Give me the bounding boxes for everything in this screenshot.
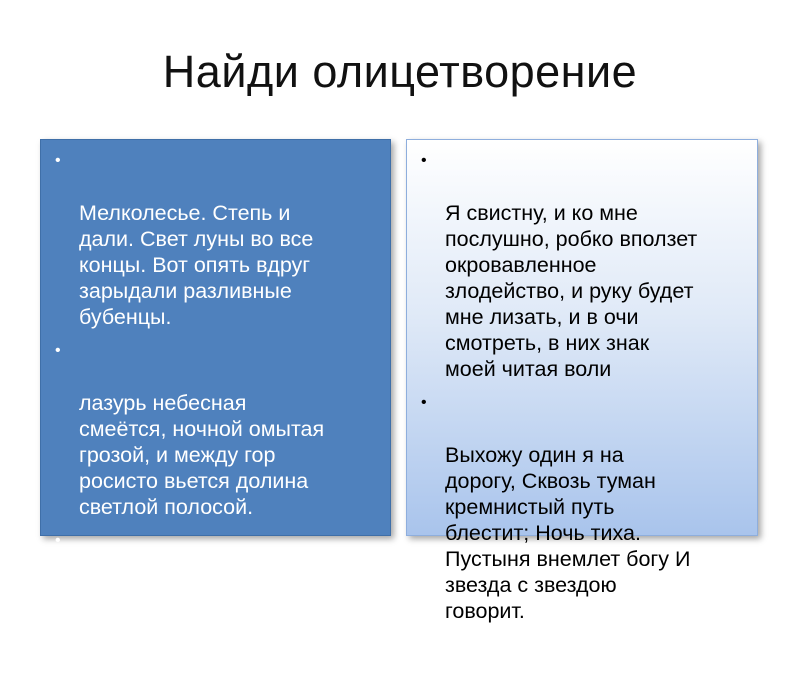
right-bullet-list [407, 140, 757, 624]
list-item-text: лазурь небесная смеётся, ночной омытая грозой, и между гор росисто вьется долина светлой полосой. [79, 391, 325, 519]
slide-title: Найди олицетворение [162, 46, 638, 97]
bullet-icon: • [55, 532, 61, 549]
right-text-box [406, 139, 758, 623]
bullet-icon: • [421, 152, 427, 169]
list-item-text: Мелколесье. Степь и дали. Свет луны во все концы. Вот опять вдруг зарыдали разливные бубенцы. [79, 201, 314, 329]
left-text-box [40, 139, 391, 683]
list-item-text: Утешится безмолвная печаль, И резвая задумается радо [79, 581, 323, 683]
list-item [407, 148, 749, 382]
left-bullet-list [41, 140, 390, 684]
list-item [407, 390, 749, 624]
list-item [41, 528, 382, 684]
list-item-text: Выхожу один я на дорогу, Сквозь туман кремнистый путь блестит; Ночь тиха. Пустыня внемлет богу И звезда с звездою говорит. [445, 443, 691, 623]
list-item-text: Я свистну, и ко мне послушно, робко вползет окровавленное злодейство, и руку будет мне лизать, и в очи смотреть, в них знак моей читая воли [445, 201, 698, 381]
list-item [41, 148, 382, 330]
bullet-icon: • [421, 394, 427, 411]
bullet-icon: • [55, 342, 61, 359]
bullet-icon: • [55, 152, 61, 169]
list-item [41, 338, 382, 520]
